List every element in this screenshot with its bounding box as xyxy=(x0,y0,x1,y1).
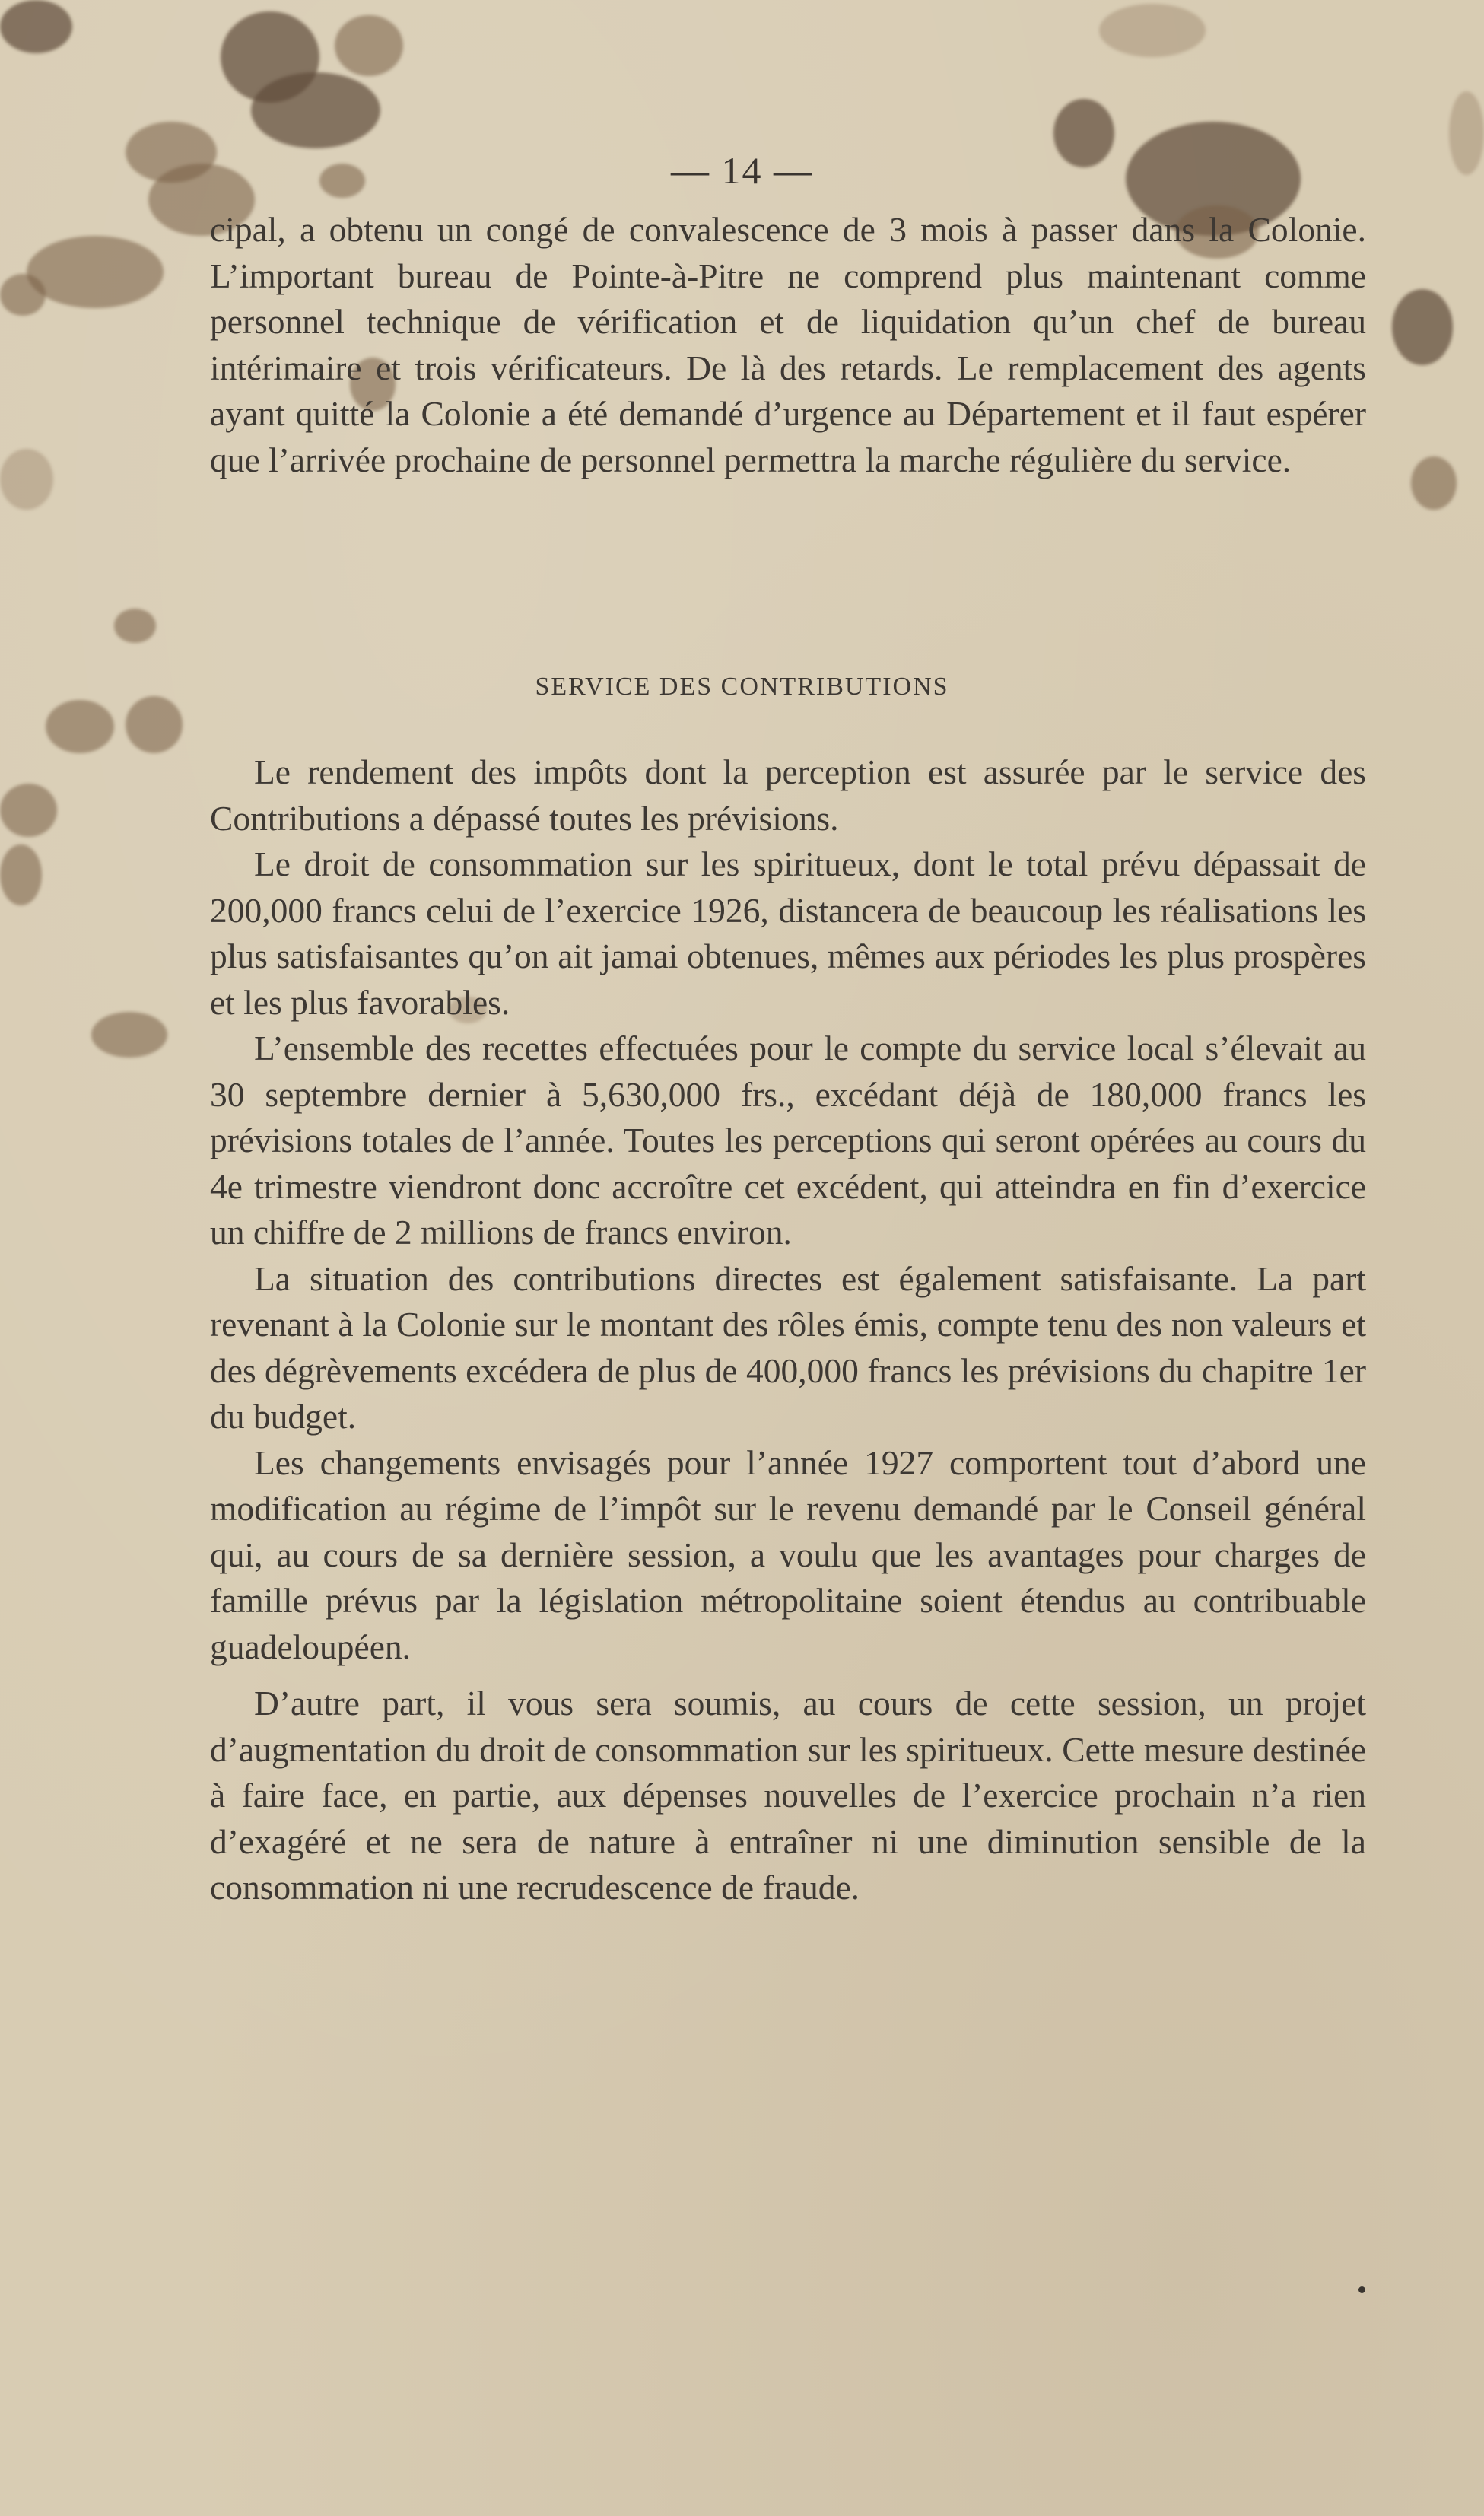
page-number: — 14 — xyxy=(671,149,813,192)
stain xyxy=(0,0,72,53)
stain xyxy=(0,844,42,905)
stain xyxy=(126,696,183,753)
stain xyxy=(0,274,46,316)
stain xyxy=(335,15,403,76)
paragraph-5: Les changements envisagés pour l’année 1927 comportent tout d’abord une modification au régime de l’impôt sur le revenu demandé par le Conseil général qui, au cours de sa dernière session, a voulu que les avantages pour charges de famille prévus par la législation métropolitaine soient étendus au contribuable guadeloupéen. xyxy=(210,1442,1366,1666)
stain xyxy=(1392,289,1453,365)
paragraph-2: Le droit de consommation sur les spiritueux, dont le total prévu dépassait de 200,000 francs celui de l’exercice 1926, distancera de beaucoup les réalisations les plus satisfaisantes qu’on ait jamai obtenues, mêmes aux périodes les plus prospères et les plus favorables. xyxy=(210,844,1366,1022)
stain xyxy=(1099,4,1206,57)
paragraph-4: La situation des contributions directes est également satisfaisante. La part revenant à la Colonie sur le montant des rôles émis, compte tenu des non valeurs et des dégrèvements excédera de plus de 400,000 francs les prévisions du chapitre 1er du budget. xyxy=(210,1258,1366,1436)
stain xyxy=(46,700,114,753)
continuation-text xyxy=(210,207,1366,483)
paragraph-1: Le rendement des impôts dont la perception est assurée par le service des Contributions a dépassé toutes les prévisions. xyxy=(210,752,1366,838)
stain xyxy=(91,1012,167,1058)
section-body xyxy=(210,749,1366,1911)
stain xyxy=(27,236,164,308)
stain xyxy=(0,449,53,510)
paragraph-3: L’ensemble des recettes effectuées pour le compte du service local s’élevait au 30 septembre dernier à 5,630,000 frs., excédant déjà de 180,000 francs les prévisions totales de l’année. Toutes les perceptions qui seront opérées au cours du 4e trimestre viendront donc accroître cet excédent, qui atteindra en fin d’exercice un chiffre de 2 millions de francs environ. xyxy=(210,1029,1366,1252)
stain xyxy=(114,609,156,643)
ink-dot xyxy=(1358,2286,1365,2293)
continuation-paragraph: cipal, a obtenu un congé de convalescence de 3 mois à passer dans la Colonie. L’important bureau de Pointe-à-Pitre ne comprend plus maintenant comme personnel technique de vérification et de liquidation qu’un chef de bureau intérimaire et trois vérificateurs. De là des retards. Le remplacement des agents ayant quitté la Colonie a été demandé d’urgence au Département et il faut espérer que l’arrivée prochaine de personnel permettra la marche régulière du service. xyxy=(210,210,1366,479)
stain xyxy=(251,72,380,148)
stain xyxy=(1411,456,1457,510)
stain xyxy=(0,784,57,837)
section-heading: SERVICE DES CONTRIBUTIONS xyxy=(535,673,949,701)
paragraph-6: D’autre part, il vous sera soumis, au cours de cette session, un projet d’augmentation du droit de consommation sur les spiritueux. Cette mesure destinée à faire face, en partie, aux dépenses nouvelles de l’exercice prochain n’a rien d’exagéré et ne sera de nature à entraîner ni une diminution sensible de la consommation ni une recrudescence de fraude. xyxy=(210,1684,1366,1907)
